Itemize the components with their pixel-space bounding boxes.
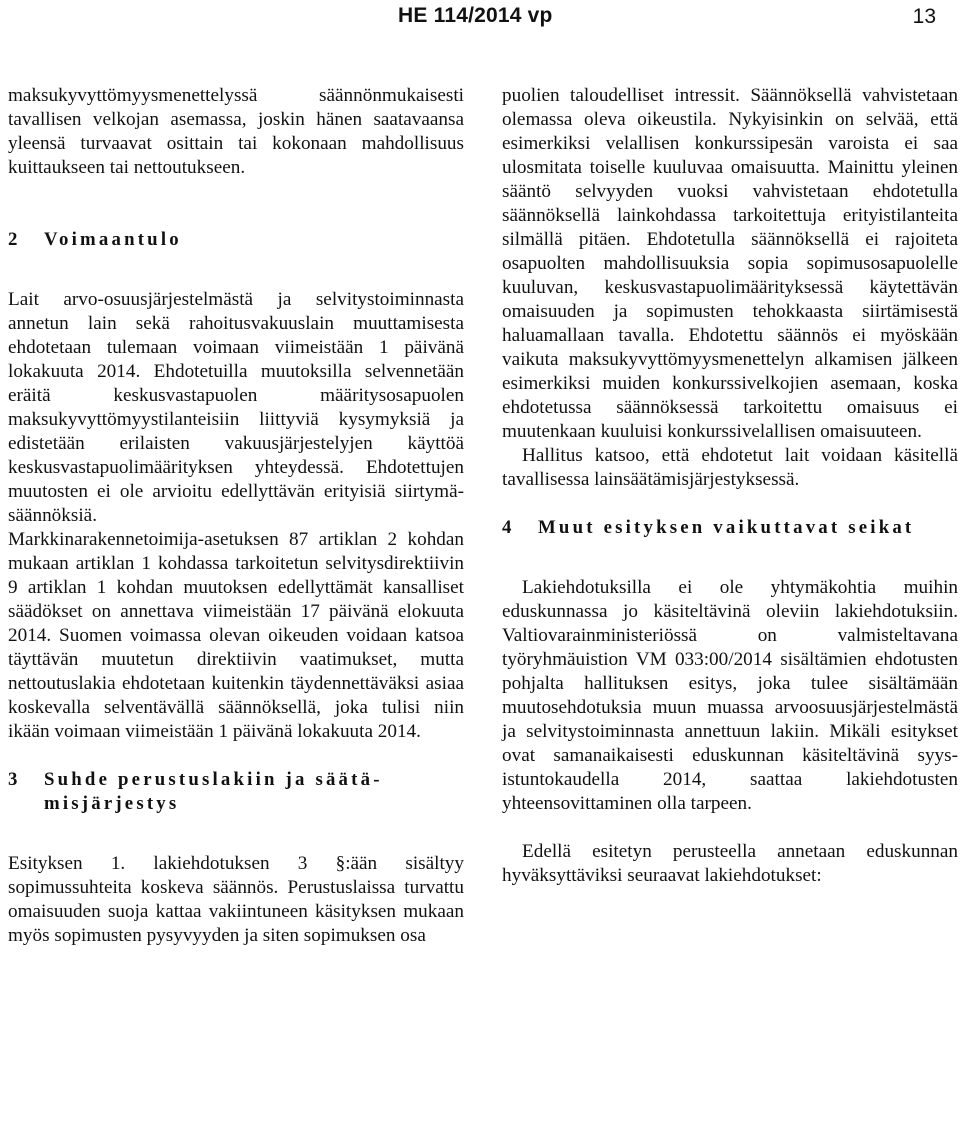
paragraph: Esityksen 1. lakiehdotuksen 3 §:ään sisältyy sopimussuhteita koskeva säännös. Perustuslaissa turvattu omaisuuden suoja kattaa vakiintuneen käsityksen mukaan myös sopimusten pysyvyyden ja siten sopimuksen osa	[8, 853, 464, 946]
section-heading-muut-seikat	[502, 516, 958, 540]
section-number: 2	[8, 229, 18, 250]
page-header	[0, 0, 960, 34]
section-heading-voimaantulo	[8, 228, 464, 252]
section-number: 4	[502, 517, 512, 538]
section-number: 3	[8, 769, 18, 790]
section-title: Muut esityksen vaikuttavat seikat	[538, 517, 915, 538]
paragraph: Lakiehdotuksilla ei ole yhtymäkohtia muihin eduskunnassa jo käsiteltävinä oleviin lakiehdotuksiin. Valtiovarainministeriössä on valmisteltavana työryhmäuistion VM 033:00/2014 sisältämien ehdotusten pohjalta hallituksen esitys, joka tulee sisältämään muutosehdotuksia muun muassa arvoosuusjärjestelmästä ja selvitystoiminnasta annettuun lakiin. Mikäli esitykset ovat samanaikaisesti eduskunnan käsiteltävinä syysistuntokaudella 2014, saattaa lakiehdotusten yhteensovittaminen olla tarpeen.	[502, 577, 958, 814]
paragraph-continuation: maksukyvyttömyysmenettelyssä säännönmukaisesti tavallisen velkojan asemassa, joskin hänen saatavaansa yleensä turvaavat osittain tai kokonaan mahdollisuus kuittaukseen tai nettoutukseen.	[8, 85, 464, 178]
section-heading-perustuslaki	[8, 768, 464, 816]
section-title: Suhde perustuslakiin ja säätämisjärjestys	[44, 769, 380, 814]
section-title: Voimaantulo	[44, 229, 182, 250]
paragraph: Edellä esitetyn perusteella annetaan eduskunnan hyväksyttäviksi seuraavat lakiehdotukset:	[502, 841, 958, 886]
document-id: HE 114/2014 vp	[398, 4, 553, 27]
page-number: 13	[912, 5, 936, 28]
paragraph: Markkinarakennetoimija-asetuksen 87 artiklan 2 kohdan mukaan artiklan 1 kohdassa tarkoitetun selvitysdirektiivin 9 artiklan 1 kohdan muutoksen edellyttämät kansalliset säädökset on annettava viimeistään 17 päivänä elokuuta 2014. Suomen voimassa olevan oikeuden voidaan katsoa täyttävän muutetun direktiivin vaatimukset, mutta nettoutuslakia ehdotetaan kuitenkin täydennettäväksi asiaa koskevalla selventävällä säännöksellä, joka tulisi niin ikään voimaan viimeistään 1 päivänä lokakuuta 2014.	[8, 529, 464, 742]
left-column	[8, 84, 464, 948]
paragraph: Lait arvo-osuusjärjestelmästä ja selvitystoiminnasta annetun lain sekä rahoitusvakuuslain muuttamisesta ehdotetaan tulemaan voimaan viimeistään 1 päivänä lokakuuta 2014. Ehdotetuilla muutoksilla selvennetään eräitä keskusvastapuolen määritysosapuolen maksukyvyttömyystilanteisiin liittyviä kysymyksiä ja edistetään erilaisten vakuusjärjestelyjen käyttöä keskusvastapuolimäärityksen yhteydessä. Ehdotettujen muutosten ei ole arvioitu edellyttävän erityisiä siirtymäsäännöksiä.	[8, 289, 464, 526]
paragraph-continuation: puolien taloudelliset intressit. Säännöksellä vahvistetaan olemassa oleva oikeustila. Nykyisinkin on selvää, että esimerkiksi velallisen konkurssipesän varoista ei saa ulosmitata toiselle kuuluvaa omaisuutta. Mainittu yleinen sääntö selvyyden vuoksi vahvistetaan ehdotetulla säännöksellä lainkohdassa tarkoitettuja erityistilanteita silmällä pitäen. Ehdotetulla säännöksellä ei rajoiteta osapuolten mahdollisuuksia sopia sopimusosapuolelle kuuluvan, keskusvastapuolimäärityksessä käytettävän omaisuuden ja sopimusten tehokkaasta siirtämisestä haluamallaan tavalla. Ehdotettu säännös ei myöskään vaikuta maksukyvyttömyysmenettelyn alkamisen jälkeen esimerkiksi muiden konkurssivelkojien asemaan, koska ehdotetussa säännöksessä tarkoitettu omaisuus ei muutenkaan kuuluisi konkurssivelallisen omaisuuteen.	[502, 85, 958, 442]
paragraph: Hallitus katsoo, että ehdotetut lait voidaan käsitellä tavallisessa lainsäätämisjärjestyksessä.	[502, 445, 958, 490]
right-column	[502, 84, 958, 888]
